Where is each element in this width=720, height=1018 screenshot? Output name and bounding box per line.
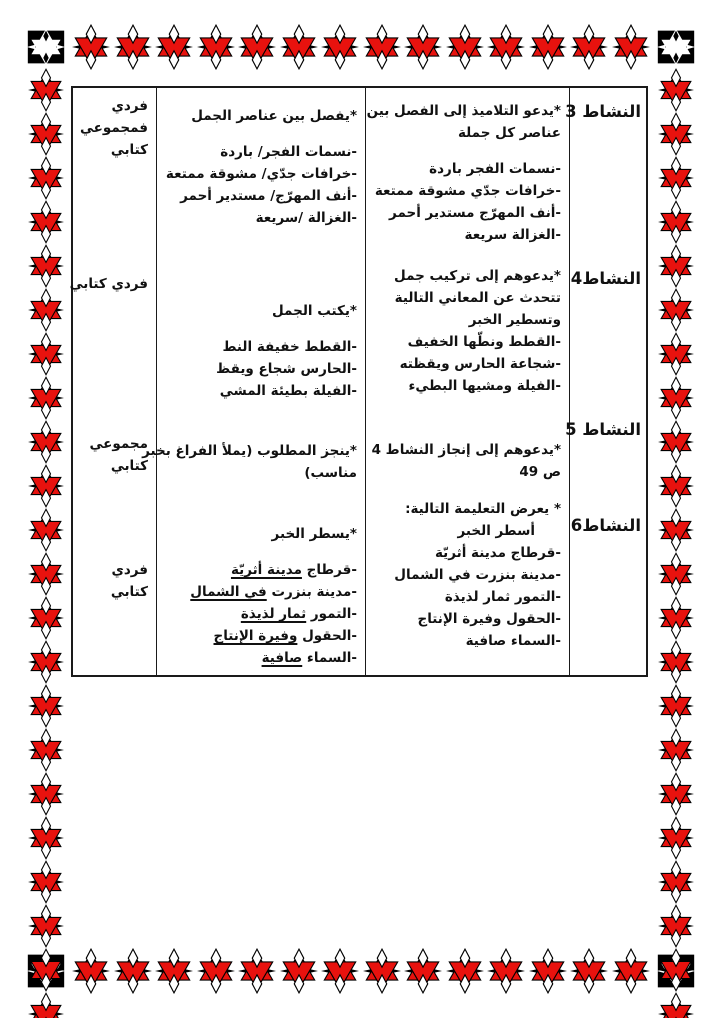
border-star-icon <box>658 904 694 948</box>
text-line: -الفيلة بطيئة المشي <box>219 383 357 399</box>
border-star-icon <box>155 948 193 994</box>
underlined-text: في الشمال <box>190 584 267 600</box>
border-left-stars <box>26 68 66 948</box>
border-star-icon <box>658 332 694 376</box>
text-line: كتابي <box>110 458 148 474</box>
border-star-icon <box>658 508 694 552</box>
border-star-icon <box>28 596 64 640</box>
activity-3-mode-cell <box>62 88 156 252</box>
border-star-icon <box>363 24 401 70</box>
activity-4-cell <box>569 252 646 407</box>
text-line: أسطر الخبر <box>457 523 535 539</box>
activity-3-student-cell <box>156 88 365 252</box>
border-star-icon <box>487 24 525 70</box>
border-star-icon <box>28 508 64 552</box>
activity-3-teacher-cell <box>365 88 569 252</box>
text-line: -الحارس شجاع ويقظ <box>216 361 357 377</box>
border-star-icon <box>28 992 64 1018</box>
border-star-icon <box>28 772 64 816</box>
border-star-icon <box>72 24 110 70</box>
border-star-icon <box>658 816 694 860</box>
border-star-icon <box>529 948 567 994</box>
text-line: -السماء صافية <box>465 633 561 649</box>
text-line: -الفيلة ومشيها البطيء <box>408 378 561 394</box>
text-line: *يدعو التلاميذ إلى الفصل بين <box>366 103 561 119</box>
border-star-icon <box>658 156 694 200</box>
text-line: -مدينة بنزرت في الشمال <box>190 584 357 600</box>
border-bottom-stars <box>72 948 650 994</box>
border-star-icon <box>658 464 694 508</box>
text-line: -أنف المهرّج/ مستدير أحمر <box>180 188 357 204</box>
activity-5-teacher-cell <box>365 407 569 487</box>
activity-4-teacher-cell <box>365 252 569 407</box>
activity-3-label: النشاط 3 <box>565 102 641 121</box>
border-star-icon <box>658 288 694 332</box>
activity-4-mode-cell <box>62 252 156 407</box>
text-line: كتابي <box>110 584 148 600</box>
border-star-icon <box>280 24 318 70</box>
border-top-stars <box>72 24 650 70</box>
border-star-icon <box>658 860 694 904</box>
border-star-icon <box>658 244 694 288</box>
border-star-icon <box>28 200 64 244</box>
text-line: عناصر كل جملة <box>457 125 561 141</box>
border-top <box>26 25 696 69</box>
text-line: -نسمات الفجر/ باردة <box>220 144 357 160</box>
border-star-icon <box>280 948 318 994</box>
border-star-icon <box>28 332 64 376</box>
border-star-icon <box>28 860 64 904</box>
text-line: -السماء صافية <box>261 650 357 666</box>
border-star-icon <box>28 816 64 860</box>
corner-star-icon <box>656 27 696 67</box>
text-line: *يدعوهم إلى إنجاز النشاط 4 <box>371 442 561 458</box>
border-star-icon <box>321 24 359 70</box>
text-line: -التمور ثمار لذيذة <box>240 606 357 622</box>
text-line: ص 49 <box>519 464 561 480</box>
border-star-icon <box>612 948 650 994</box>
border-star-icon <box>114 948 152 994</box>
activity-6-teacher-cell <box>365 487 569 675</box>
corner-star-icon <box>26 27 66 67</box>
border-star-icon <box>28 112 64 156</box>
activity-5-student-cell <box>142 407 365 487</box>
border-star-icon <box>28 464 64 508</box>
text-line: -الحقول وفيرة الإنتاج <box>213 628 357 644</box>
underlined-text: مدينة أثريّة <box>230 562 302 578</box>
border-star-icon <box>529 24 567 70</box>
border-star-icon <box>658 772 694 816</box>
text-line: -القطط ونطّها الخفيف <box>407 334 561 350</box>
border-star-icon <box>197 948 235 994</box>
underlined-text: صافية <box>261 650 303 666</box>
text-line: -نسمات الفجر باردة <box>429 161 561 177</box>
border-star-icon <box>570 948 608 994</box>
text-line: فمجموعي <box>79 120 148 136</box>
text-line: -قرطاج مدينة أثريّة <box>230 562 357 578</box>
activity-5-cell <box>565 407 646 487</box>
activity-6-mode-cell <box>62 487 156 675</box>
activity-5-mode-cell <box>62 407 156 487</box>
text-line: تتحدث عن المعاني التالية <box>394 290 561 306</box>
border-star-icon <box>28 552 64 596</box>
text-line: -مدينة بنزرت في الشمال <box>394 567 561 583</box>
border-star-icon <box>404 948 442 994</box>
text-line: فردي <box>111 562 148 578</box>
border-star-icon <box>363 948 401 994</box>
activity-6-label: النشاط6 <box>570 516 641 535</box>
text-line: *ينجز المطلوب (يملأ الفراغ بخبر <box>142 443 357 459</box>
activity-6-student-cell <box>156 487 365 675</box>
activity-4-label: النشاط4 <box>570 269 641 288</box>
border-star-icon <box>446 948 484 994</box>
border-star-icon <box>238 24 276 70</box>
text-line: -القطط خفيفة النط <box>222 339 357 355</box>
text-line: -خرافات جدّي/ مشوقة ممتعة <box>165 166 357 182</box>
text-line: * يعرض التعليمة التالية: <box>405 501 561 517</box>
border-star-icon <box>28 948 64 992</box>
activity-6-cell <box>569 487 646 675</box>
border-right <box>656 68 696 948</box>
border-star-icon <box>658 640 694 684</box>
border-star-icon <box>570 24 608 70</box>
activity-3-cell <box>565 88 646 252</box>
activity-4-student-cell <box>156 252 365 407</box>
text-line: -التمور ثمار لذيذة <box>444 589 561 605</box>
underlined-text: وفيرة الإنتاج <box>213 628 298 644</box>
border-star-icon <box>658 684 694 728</box>
border-star-icon <box>28 904 64 948</box>
text-line: -أنف المهرّج مستدير أحمر <box>389 205 561 221</box>
border-star-icon <box>28 420 64 464</box>
text-line: -شجاعة الحارس ويقظته <box>399 356 561 372</box>
underlined-text: ثمار لذيذة <box>240 606 307 622</box>
text-line: فردي <box>111 98 148 114</box>
activities-table <box>71 86 648 677</box>
border-star-icon <box>197 24 235 70</box>
text-line: -الغزالة سريعة <box>464 227 561 243</box>
border-star-icon <box>658 596 694 640</box>
border-star-icon <box>658 948 694 992</box>
text-line: -خرافات جدّي مشوقة ممتعة <box>374 183 561 199</box>
border-star-icon <box>487 948 525 994</box>
border-star-icon <box>28 68 64 112</box>
text-line: *يدعوهم إلى تركيب جمل <box>394 268 561 284</box>
border-star-icon <box>114 24 152 70</box>
border-star-icon <box>28 288 64 332</box>
border-star-icon <box>28 684 64 728</box>
text-line: -الغزالة /سريعة <box>255 210 357 226</box>
border-star-icon <box>658 68 694 112</box>
border-star-icon <box>28 728 64 772</box>
border-right-stars <box>656 68 696 948</box>
border-star-icon <box>404 24 442 70</box>
text-line: -قرطاج مدينة أثريّة <box>434 545 561 561</box>
border-star-icon <box>612 24 650 70</box>
border-bottom <box>26 949 696 993</box>
border-star-icon <box>238 948 276 994</box>
text-line: *يكتب الجمل <box>271 303 357 319</box>
text-line: وتسطير الخبر <box>468 312 561 328</box>
border-star-icon <box>155 24 193 70</box>
border-left <box>26 68 66 948</box>
border-star-icon <box>72 948 110 994</box>
text-line: مجموعي <box>89 436 148 452</box>
activity-5-label: النشاط 5 <box>565 420 641 439</box>
text-line: *يفصل بين عناصر الجمل <box>191 108 357 124</box>
border-star-icon <box>658 200 694 244</box>
border-star-icon <box>28 244 64 288</box>
border-star-icon <box>658 376 694 420</box>
text-line: فردي كتابي <box>69 276 148 292</box>
border-star-icon <box>28 640 64 684</box>
border-star-icon <box>658 112 694 156</box>
text-line: -الحقول وفيرة الإنتاج <box>417 611 561 627</box>
border-star-icon <box>658 420 694 464</box>
border-star-icon <box>446 24 484 70</box>
text-line: *يسطر الخبر <box>271 526 357 542</box>
border-star-icon <box>28 376 64 420</box>
border-star-icon <box>658 992 694 1018</box>
border-star-icon <box>321 948 359 994</box>
border-star-icon <box>658 552 694 596</box>
border-star-icon <box>658 728 694 772</box>
text-line: مناسب) <box>304 465 357 481</box>
text-line: كتابي <box>110 142 148 158</box>
border-star-icon <box>28 156 64 200</box>
